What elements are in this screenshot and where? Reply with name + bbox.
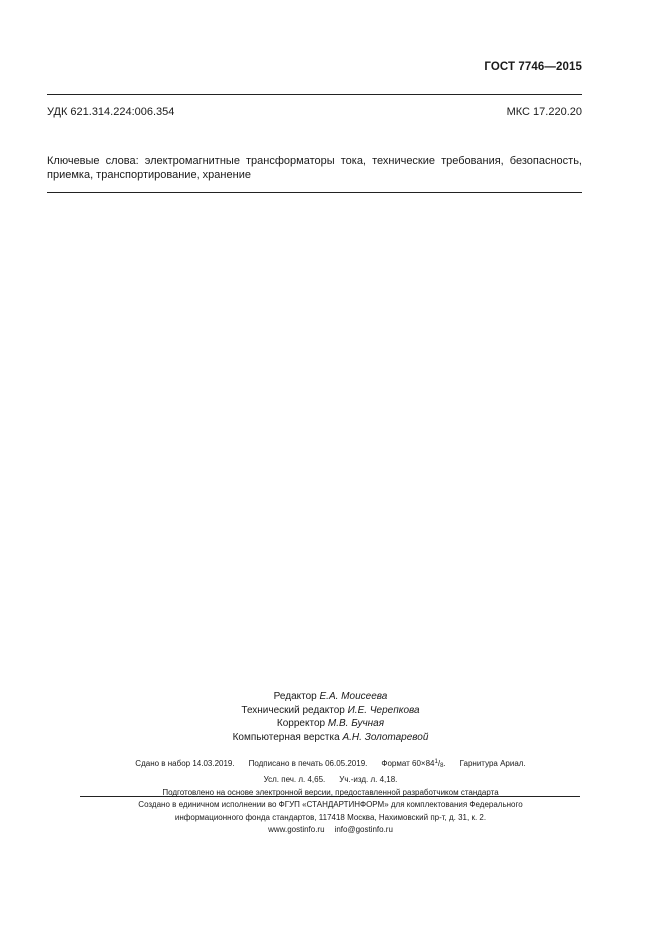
tech-editor-name: И.Е. Черепкова — [347, 704, 420, 716]
keywords-paragraph: Ключевые слова: электромагнитные трансформаторы тока, технические требования, безопасность, приемка, транспортирование, хранение — [47, 155, 582, 181]
publisher-divider — [80, 796, 580, 797]
mks-code: МКС 17.220.20 — [506, 106, 582, 118]
layout-label: Компьютерная верстка — [232, 731, 340, 743]
prepared-note: Подготовлено на основе электронной версии, предоставленной разработчиком стандарта — [162, 788, 499, 797]
publisher-contacts — [0, 824, 661, 837]
tech-editor-line — [0, 704, 661, 718]
signed-date: Подписано в печать 06.05.2019. — [248, 759, 368, 768]
corrector-label: Корректор — [276, 718, 326, 729]
keywords-divider — [47, 192, 582, 193]
publisher-line-2: информационного фонда стандартов, 117418 Москва, Нахимовский пр-т, д. 31, к. 2. — [174, 812, 487, 822]
editor-line — [0, 690, 661, 704]
layout-name: А.Н. Золотаревой — [342, 731, 429, 743]
publisher-website[interactable]: www.gostinfo.ru — [268, 825, 325, 834]
publisher-email[interactable]: info@gostinfo.ru — [334, 825, 393, 834]
corrector-name: М.В. Бучная — [327, 718, 385, 729]
publication-sheets: Уч.-изд. л. 4,18. — [339, 775, 398, 784]
typeset-date: Сдано в набор 14.03.2019. — [135, 759, 235, 768]
publisher-block — [0, 799, 661, 837]
credits-block — [0, 690, 661, 744]
editor-name: Е.А. Моисеева — [319, 691, 388, 702]
imprint-block — [0, 756, 661, 799]
corrector-line — [0, 717, 661, 731]
typeface: Гарнитура Ариал. — [459, 759, 526, 768]
editor-label: Редактор — [273, 691, 317, 702]
layout-line — [0, 731, 661, 745]
udk-code: УДК 621.314.224:006.354 — [47, 106, 175, 118]
publisher-line-1: Создано в единичном исполнении во ФГУП «СТАНДАРТИНФОРМ» для комплектования Федерального — [138, 800, 523, 809]
imprint-line-1 — [0, 756, 661, 773]
paper-format: Формат $60\times 84^1/_8$. — [381, 759, 446, 769]
standard-designation: ГОСТ 7746—2015 — [484, 61, 582, 73]
header-divider — [47, 94, 582, 95]
tech-editor-label: Технический редактор — [241, 704, 345, 716]
imprint-line-2 — [0, 773, 661, 786]
print-sheets: Усл. печ. л. 4,65. — [263, 775, 326, 784]
